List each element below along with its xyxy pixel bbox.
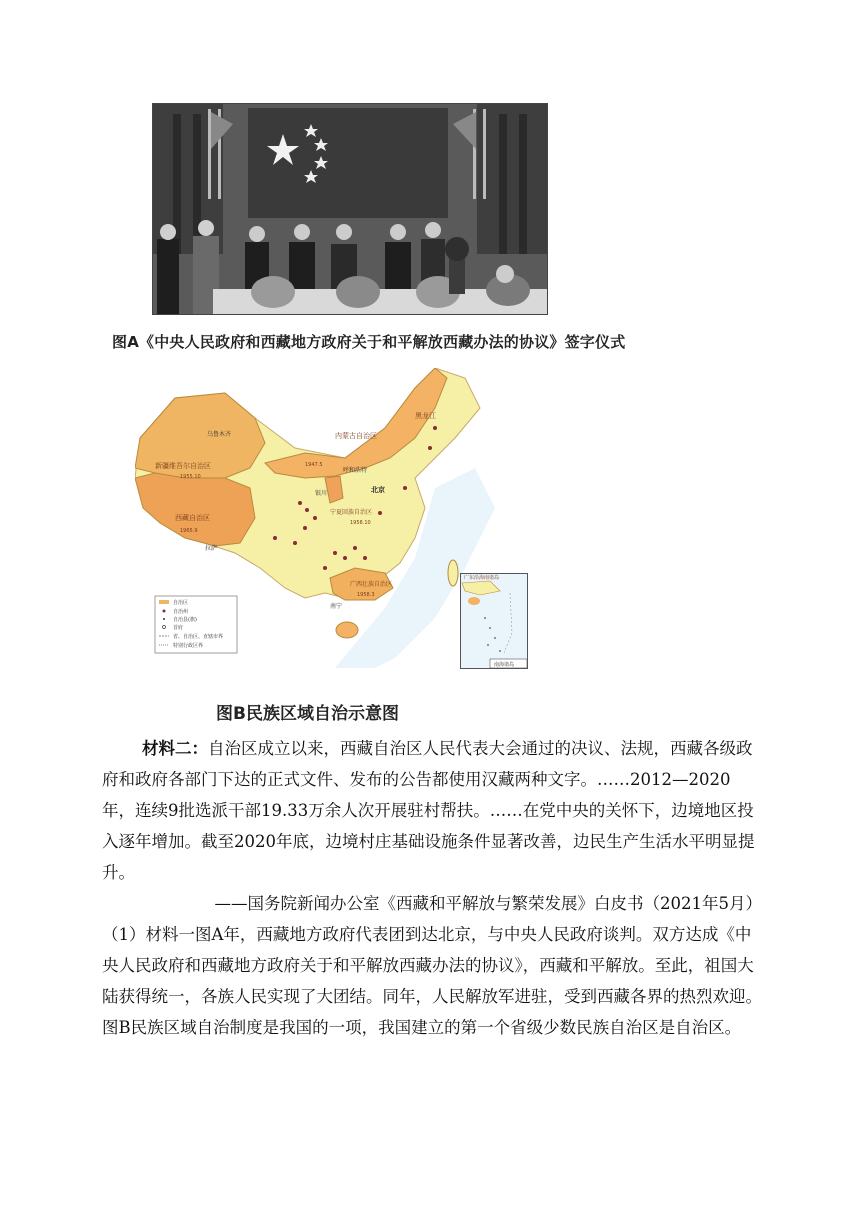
legend-sar-border: 特别行政区界 xyxy=(173,643,204,649)
label-heilongjiang: 黑龙江 xyxy=(415,412,436,420)
inset-title: 广东沿海南诸岛 xyxy=(464,575,500,581)
legend-autonomous-prefecture: 自治州 xyxy=(173,609,189,615)
label-inner-mongolia: 内蒙古自治区 xyxy=(335,432,377,440)
label-guangxi-year: 1958.3 xyxy=(357,592,375,598)
material-two-label: 材料二： xyxy=(142,739,208,758)
label-beijing: 北京 xyxy=(371,486,385,494)
material-two-paragraph xyxy=(102,733,762,888)
label-yinchuan: 银川 xyxy=(315,490,328,497)
signing-ceremony-photo xyxy=(152,103,548,315)
legend-capital: 首府 xyxy=(173,625,184,631)
label-ningxia: 宁夏回族自治区 xyxy=(330,509,373,516)
figure-a-caption: 图A《中央人民政府和西藏地方政府关于和平解放西藏办法的协议》签字仪式 xyxy=(112,333,626,351)
material-two xyxy=(102,733,762,1043)
label-tibet: 西藏自治区 xyxy=(175,514,210,522)
figure-b-caption: 图B民族区域自治示意图 xyxy=(216,704,399,724)
label-tibet-year: 1965.9 xyxy=(180,528,198,534)
label-hohhot: 呼和浩特 xyxy=(343,467,368,474)
inset-footer: 南海诸岛 xyxy=(494,662,515,668)
label-inner-mongolia-year: 1947.5 xyxy=(305,462,323,468)
legend-autonomous-county: 自治县(旗) xyxy=(173,617,197,623)
label-ningxia-year: 1958.10 xyxy=(350,520,371,526)
label-lhasa: 拉萨 xyxy=(205,545,218,552)
legend-autonomous-region: 自治区 xyxy=(173,600,189,606)
label-xinjiang-year: 1955.10 xyxy=(180,474,201,480)
legend-province-border: 省、自治区、直辖市界 xyxy=(173,634,224,640)
label-nanning: 南宁 xyxy=(330,603,343,610)
label-xinjiang: 新疆维吾尔自治区 xyxy=(155,462,211,470)
label-guangxi: 广西壮族自治区 xyxy=(350,581,393,588)
material-two-text: 自治区成立以来，西藏自治区人民代表大会通过的决议、法规，西藏各级政府和政府各部门下达的正式文件、发布的公告都使用汉藏两种文字。……2012—2020年，连续9批选派干部19.33万余人次开展驻村帮扶。……在党中央的关怀下，边境地区投入逐年增加。截至2020年底，边境村庄基础设施条件显著改善，边民生产生活水平明显提升。 xyxy=(102,739,755,882)
material-two-source: ——国务院新闻办公室《西藏和平解放与繁荣发展》白皮书（2021年5月） xyxy=(214,894,762,913)
question-one: （1）材料一图A年，西藏地方政府代表团到达北京，与中央人民政府谈判。双方达成《中央人民政府和西藏地方政府关于和平解放西藏办法的协议》，西藏和平解放。至此，祖国大陆获得统一，各族人民实现了大团结。同年，人民解放军进驻，受到西藏各界的热烈欢迎。图B民族区域自治制度是我国的一项，我国建立的第一个省级少数民族自治区是自治区。 xyxy=(102,925,762,1037)
south-china-sea-inset xyxy=(460,573,528,669)
label-urumqi: 乌鲁木齐 xyxy=(207,431,232,438)
